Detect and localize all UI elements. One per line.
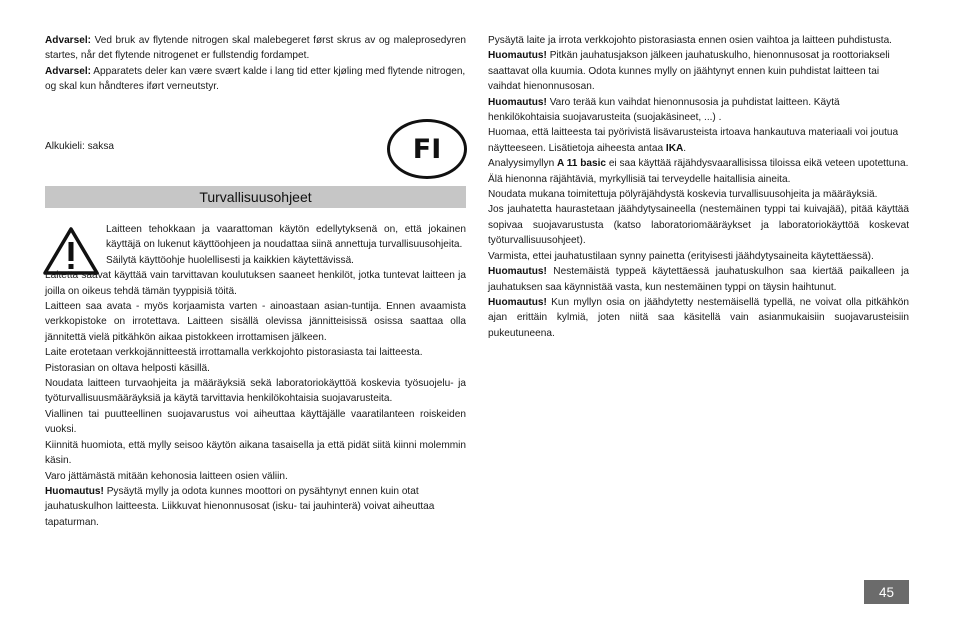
paragraph-text: Analyysimyllyn [488,158,557,170]
warning-label: Advarsel: [45,65,92,77]
right-column [488,33,909,341]
safety-paragraph: Viallinen tai puutteellinen suojavarustus voi aiheuttaa käyttäjälle vaaratilanteen roiskeiden vuoksi. [45,408,466,436]
safety-instructions [45,222,466,530]
warning-text: Ved bruk av flytende nitrogen skal malebegeret først skrus av og maleprosedyren startes, når det flytende nitrogenet er fullstendig fordampet. [45,35,466,62]
note-label: Huomautus! [45,485,104,497]
safety-paragraph: Pysäytä laite ja irrota verkkojohto pistorasiasta ennen osien vaihtoa ja laitteen puhdistusta. [488,35,892,46]
safety-paragraph: Noudata mukana toimitettuja pölyräjähdystä koskevia turvallisuusohjeita ja määräyksiä. [488,189,878,201]
safety-paragraph: Varo jättämästä mitään kehonosia laitteen osien väliin. [45,470,288,482]
paragraph-text: ei saa käyttää räjähdysvaarallisissa tiloissa eikä veteen upotettuna. [606,158,909,170]
section-title: Turvallisuusohjeet [45,186,466,208]
note-label: Huomautus! [488,296,547,308]
safety-paragraph: Kiinnitä huomiota, että mylly seisoo käytön aikana tasaisella ja että pidät siitä kiinni molemmin käsin. [45,439,466,467]
safety-paragraph: Laitetta saavat käyttää vain tarvittavan koulutuksen saaneet henkilöt, jotka tuntevat laitteen ja joilla on oikeus tehdä tämän tyyppisiä töitä. [45,270,466,297]
model-name: A 11 basic [557,158,607,170]
warning-paragraph-2 [45,64,466,95]
note-text: Pitkän jauhatusjakson jälkeen jauhatuskulho, hienonnusosat ja roottoriakseli saattavat olla kuumia. Odota kunnes mylly on jäähtynyt ennen kuin puhdistat laitteen tai vaihdat hienonnusosan. [488,50,890,93]
note-label: Huomautus! [488,96,547,108]
safety-paragraph: Laite erotetaan verkkojännitteestä irrottamalla verkkojohto pistorasiasta tai laitteesta. Pistorasian on oltava helposti käsillä. [45,347,423,374]
note-text: Varo terää kun vaihdat hienonnusosia ja puhdistat laitteen. Käytä henkilökohtaisia suojavarusteita (suojakäsineet, ...) . [488,96,840,124]
safety-paragraph: Älä hienonna räjähtäviä, myrkyllisiä tai terveydelle haitallisia aineita. [488,173,791,185]
left-column-top [45,33,466,95]
warning-paragraph-1 [45,33,466,64]
brand-name: IKA [665,142,684,154]
safety-note [488,295,909,341]
safety-paragraph: Varmista, ettei jauhatustilaan synny painetta (erityisesti jäähdytysaineita käytettäessä). [488,250,874,262]
note-text: Kun myllyn osia on jäähdytetty nestemäisellä typellä, ne voivat olla pitkähkön ajan erittäin kylmiä, joten niitä saa käsitellä vain asianmukaisiin suojavarusteisiin pukeutuneena. [488,296,909,339]
safety-note [488,48,909,94]
language-badge: FI [387,119,467,179]
note-label: Huomautus! [488,50,547,62]
note-text: Pysäytä mylly ja odota kunnes moottori on pysähtynyt ennen kuin otat jauhatuskulhon laitteesta. Liikkuvat hienonnusosat (isku- tai jauhinterä) voivat aiheuttaa tapaturman. [45,485,435,528]
safety-intro: Laitteen tehokkaan ja vaarattoman käytön edellytyksenä on, että jokainen käyttäjä on lukenut käyttöohjeen ja noudattaa siinä annettuja turvallisuusohjeita. [106,224,466,251]
note-text: Nestemäistä typpeä käytettäessä jauhatuskulhon saa kiertää paikalleen ja jauhatuksen saa käynnistää vasta, kun nestemäinen typpi on täysin haihtunut. [488,266,909,293]
safety-paragraph: Noudata laitteen turvaohjeita ja määräyksiä sekä laboratoriokäyttöä koskevia työsuojelu- ja työturvallisuusmääräyksiä ja käytä tarvittavia henkilökohtaisia suojavarusteita. [45,378,466,405]
safety-note [45,484,466,530]
safety-paragraph: Jos jauhatetta haurastetaan jäähdytysaineella (nestemäinen typpi tai kuivajää), pitää käyttää sopivaa suojavarustusta (katso laboratoriomääräykset ja laboratoriokäyttöä koskevat työturvallisuusohjeet). [488,204,909,247]
source-language-note: Alkukieli: saksa [45,141,115,152]
warning-text: Apparatets deler kan være svært kalde i lang tid etter kjøling med flytende nitrogen, og skal kun håndteres iført verneutstyr. [45,65,466,93]
paragraph-text: Huomaa, että laitteesta tai pyörivistä lisävarusteista irtoava hankautuva materiaali voi joutua näytteeseen. Lisätietoja aiheesta antaa [488,127,899,154]
safety-paragraph: Laitteen saa avata - myös korjaamista varten - ainoastaan asian-tuntija. Ennen avaamista verkkopistoke on irrotettava. Laitteen sisällä olevissa jännitteisissä osissa saattaa olla jännitettä vielä pitkähkön aikaa pistokkeen irrottamisen jälkeen. [45,301,466,343]
safety-keep-manual: Säilytä käyttöohje huolellisesti ja kaikkien käytettävissä. [106,254,354,266]
note-label: Huomautus! [488,266,547,278]
safety-paragraph [488,156,909,171]
page-number: 45 [864,580,909,604]
paragraph-end: . [683,142,687,154]
safety-note [488,95,909,126]
warning-label: Advarsel: [45,35,92,46]
safety-note [488,264,909,295]
safety-paragraph [488,125,909,156]
